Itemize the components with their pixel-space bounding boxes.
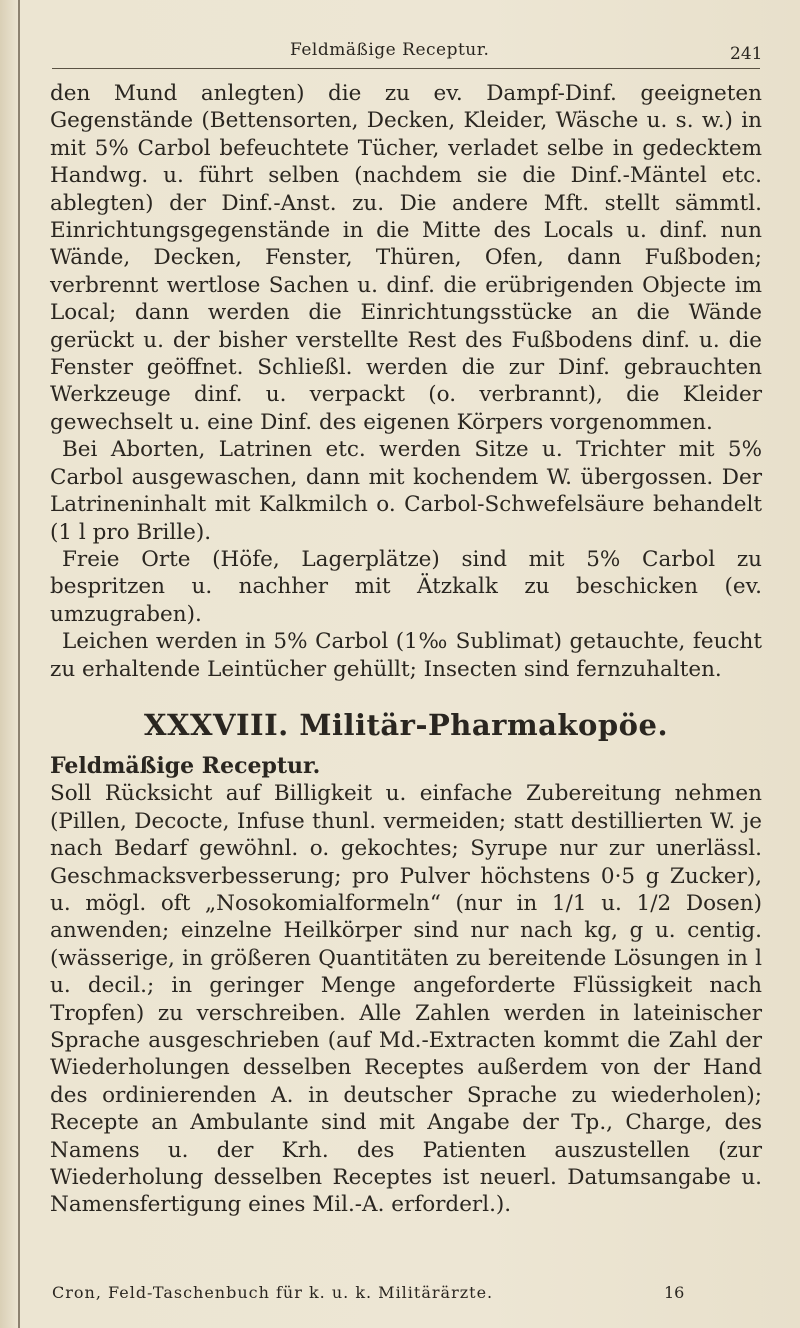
paragraph-receptur: Soll Rücksicht auf Billigkeit u. einfache Zubereitung nehmen (Pillen, Decocte, Infuse thunl. vermeiden; statt destillierten W. je nach Bedarf gewöhnl. o. gekochtes; Syrupe nur zur unerlässl. Geschmacksverbesserung; pro Pulver höchstens 0·5 g Zucker), u. mögl. oft „Nosokomialformeln“ (nur in 1/1 u. 1/2 Dosen) anwenden; einzelne Heilkörper sind nur nach kg, g u. centig. (wässerige, in größeren Quantitäten zu bereitende Lösungen in l u. decil.; in geringer Menge angeforderte Flüssigkeit nach Tropfen) zu verschreiben. Alle Zahlen werden in lateinischer Sprache ausgeschrieben (auf Md.-Extracten kommt die Zahl der Wiederholungen desselben Receptes außerdem von der Hand des ordinierenden A. in deutscher Sprache zu wiederholen); Recepte an Ambulante sind mit Angabe der Tp., Charge, des Namens u. der Krh. des Patienten auszustellen (zur Wiederholung desselben Receptes ist neuerl. Datumsangabe u. Namensfertigung eines Mil.-A. erforderl.). xyxy=(50,781,762,1218)
section-title: Feldmäßige Receptur. xyxy=(50,752,321,779)
paragraph-latrines: Bei Aborten, Latrinen etc. werden Sitze u. Trichter mit 5% Carbol ausgewaschen, dann mit kochendem W. übergossen. Der Latrineninhalt mit Kalkmilch o. Carbol-Schwefelsäure behandelt (1 l pro Brille). xyxy=(50,437,762,545)
paragraph-open-spaces: Freie Orte (Höfe, Lagerplätze) sind mit 5% Carbol zu bespritzen u. nachher mit Ätzkalk zu beschicken (ev. umzugraben). xyxy=(50,546,762,627)
running-head: Feldmäßige Receptur. xyxy=(290,40,490,60)
page-number: 241 xyxy=(730,44,763,64)
footer-signature: Cron, Feld-Taschenbuch für k. u. k. Militärärzte. xyxy=(52,1283,494,1302)
paragraph-corpses: Leichen werden in 5% Carbol (1‰ Sublimat) getauchte, feucht zu erhaltende Leintücher gehüllt; Insecten sind fernzuhalten. xyxy=(50,629,762,682)
paragraph-disinfection-procedure: den Mund anlegten) die zu ev. Dampf-Dinf. geeigneten Gegenstände (Bettensorten, Decken, Kleider, Wäsche u. s. w.) in mit 5% Carbol befeuchtete Tücher, verladet selbe in gedecktem Handwg. u. führt selben (nachdem sie die Dinf.-Mäntel etc. ablegten) der Dinf.-Anst. zu. Die andere Mft. stellt sämmtl. Einrichtungsgegenstände in die Mitte des Locals u. dinf. nun Wände, Decken, Fenster, Thüren, Ofen, dann Fußboden; verbrennt wertlose Sachen u. dinf. die erübrigenden Objecte im Local; dann werden die Einrichtungsstücke an die Wände gerückt u. der bisher verstellte Rest des Fußbodens dinf. u. die Fenster geöffnet. Schließl. werden die zur Dinf. gebrauchten Werkzeuge dinf. u. verpackt (o. verbrannt), die Kleider gewechselt u. eine Dinf. des eigenen Körpers vorgenommen. xyxy=(50,81,762,435)
header-rule xyxy=(52,68,760,69)
page-spine-shadow xyxy=(18,0,20,1328)
footer-sheet-number: 16 xyxy=(664,1283,685,1302)
chapter-heading: XXXVIII. Militär-Pharmakopöe. xyxy=(143,707,669,742)
page-body xyxy=(50,80,762,1219)
